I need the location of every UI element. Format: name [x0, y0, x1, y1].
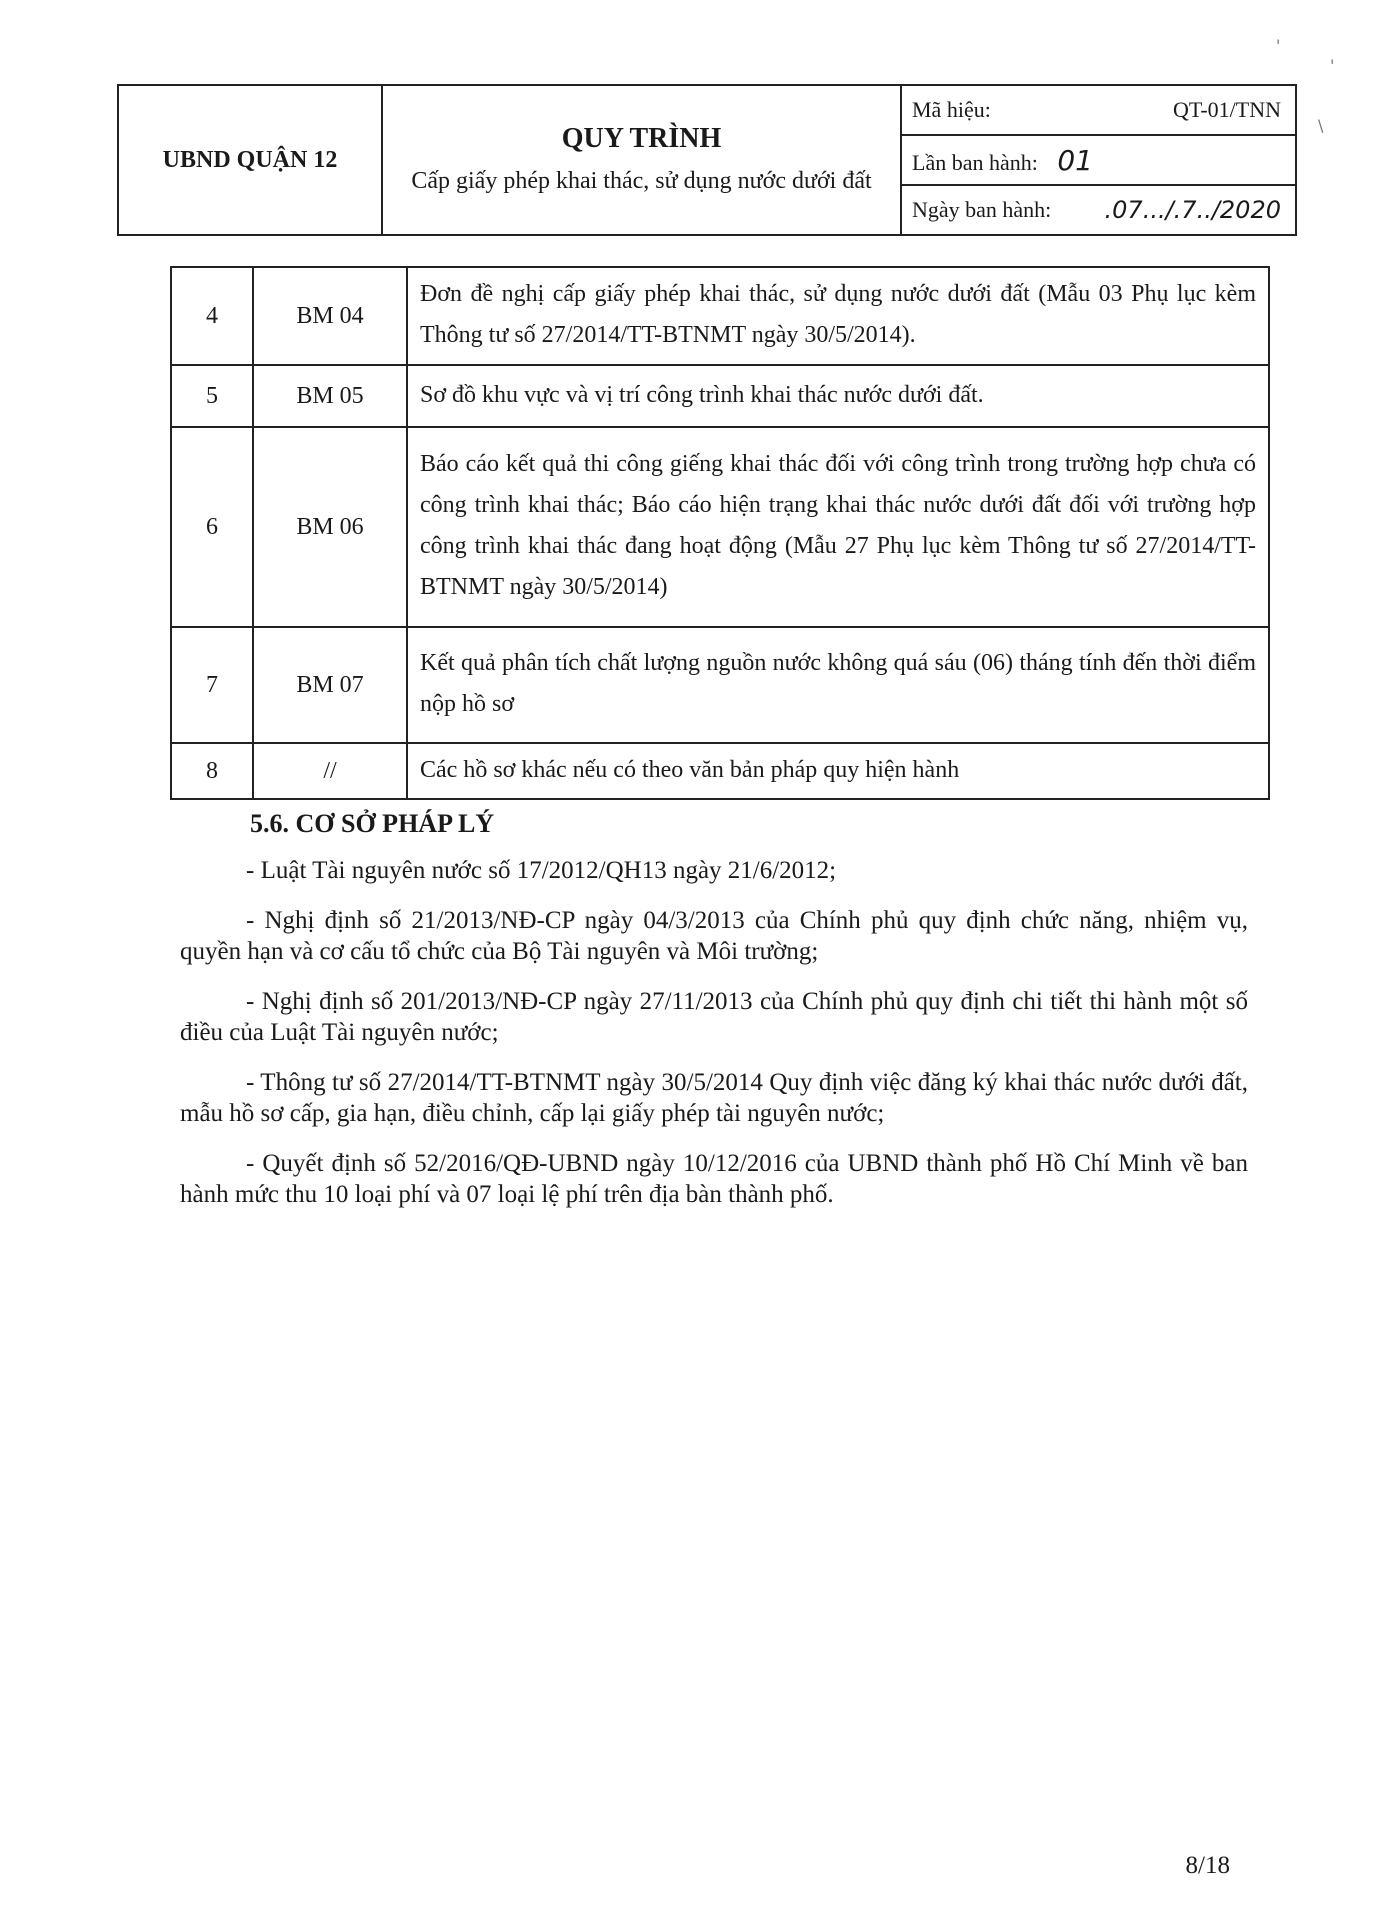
edition-label: Lần ban hành: — [912, 149, 1038, 175]
row-number: 5 — [171, 365, 253, 427]
date-value: .07.../.7../2020 — [1104, 196, 1281, 224]
edition-value: 01 — [1057, 143, 1093, 177]
scan-speck: ' — [1276, 36, 1281, 55]
document-subtitle: Cấp giấy phép khai thác, sử dụng nước dưới đất — [411, 168, 872, 194]
row-number: 7 — [171, 627, 253, 743]
form-code: BM 05 — [253, 365, 407, 427]
code-value: QT-01/TNN — [1173, 97, 1281, 122]
legal-item: - Nghị định số 201/2013/NĐ-CP ngày 27/11/2013 của Chính phủ quy định chi tiết thi hành một số điều của Luật Tài nguyên nước; — [180, 988, 1248, 1046]
organization-name: UBND QUẬN 12 — [162, 146, 338, 173]
code-label: Mã hiệu: — [912, 97, 991, 122]
documents-table — [170, 266, 1270, 800]
document-description: Các hồ sơ khác nếu có theo văn bản pháp quy hiện hành — [407, 743, 1269, 799]
document-description: Sơ đồ khu vực và vị trí công trình khai thác nước dưới đất. — [407, 365, 1269, 427]
title-cell — [382, 85, 901, 235]
scan-speck: ' — [1330, 56, 1335, 75]
row-number: 4 — [171, 267, 253, 365]
document-description: Kết quả phân tích chất lượng nguồn nước không quá sáu (06) tháng tính đến thời điểm nộp hồ sơ — [407, 627, 1269, 743]
table-row — [171, 365, 1269, 427]
form-code: BM 07 — [253, 627, 407, 743]
legal-item: - Luật Tài nguyên nước số 17/2012/QH13 ngày 21/6/2012; — [246, 857, 837, 884]
document-description: Báo cáo kết quả thi công giếng khai thác đối với công trình trong trường hợp chưa có công trình khai thác; Báo cáo hiện trạng khai thác nước dưới đất đối với trường hợp công trình khai thác đang hoạt động (Mẫu 27 Phụ lục kèm Thông tư số 27/2014/TT-BTNMT ngày 30/5/2014) — [407, 427, 1269, 627]
table-row — [171, 627, 1269, 743]
date-label: Ngày ban hành: — [912, 197, 1052, 222]
document-description: Đơn đề nghị cấp giấy phép khai thác, sử dụng nước dưới đất (Mẫu 03 Phụ lục kèm Thông tư số 27/2014/TT-BTNMT ngày 30/5/2014). — [407, 267, 1269, 365]
form-code: BM 06 — [253, 427, 407, 627]
table-row — [171, 743, 1269, 799]
organization-cell — [118, 85, 382, 235]
date-cell — [901, 185, 1296, 235]
document-title: QUY TRÌNH — [561, 123, 722, 154]
table-row — [171, 267, 1269, 365]
legal-item: - Nghị định số 21/2013/NĐ-CP ngày 04/3/2013 của Chính phủ quy định chức năng, nhiệm vụ, quyền hạn và cơ cấu tổ chức của Bộ Tài nguyên và Môi trường; — [180, 907, 1248, 965]
legal-item: - Thông tư số 27/2014/TT-BTNMT ngày 30/5/2014 Quy định việc đăng ký khai thác nước dưới đất, mẫu hồ sơ cấp, gia hạn, điều chỉnh, cấp lại giấy phép tài nguyên nước; — [180, 1069, 1248, 1127]
page-number: 8/18 — [1185, 1852, 1230, 1879]
legal-item: - Quyết định số 52/2016/QĐ-UBND ngày 10/12/2016 của UBND thành phố Hồ Chí Minh về ban hành mức thu 10 loại phí và 07 loại lệ phí trên địa bàn thành phố. — [180, 1150, 1248, 1208]
section-title: 5.6. CƠ SỞ PHÁP LÝ — [250, 809, 495, 838]
document-header — [117, 84, 1297, 236]
row-number: 8 — [171, 743, 253, 799]
scan-speck: \ — [1318, 116, 1324, 135]
edition-cell — [901, 135, 1296, 185]
row-number: 6 — [171, 427, 253, 627]
form-code: // — [253, 743, 407, 799]
legal-basis-section — [180, 808, 1248, 1229]
form-code: BM 04 — [253, 267, 407, 365]
table-row — [171, 427, 1269, 627]
code-cell — [901, 85, 1296, 135]
